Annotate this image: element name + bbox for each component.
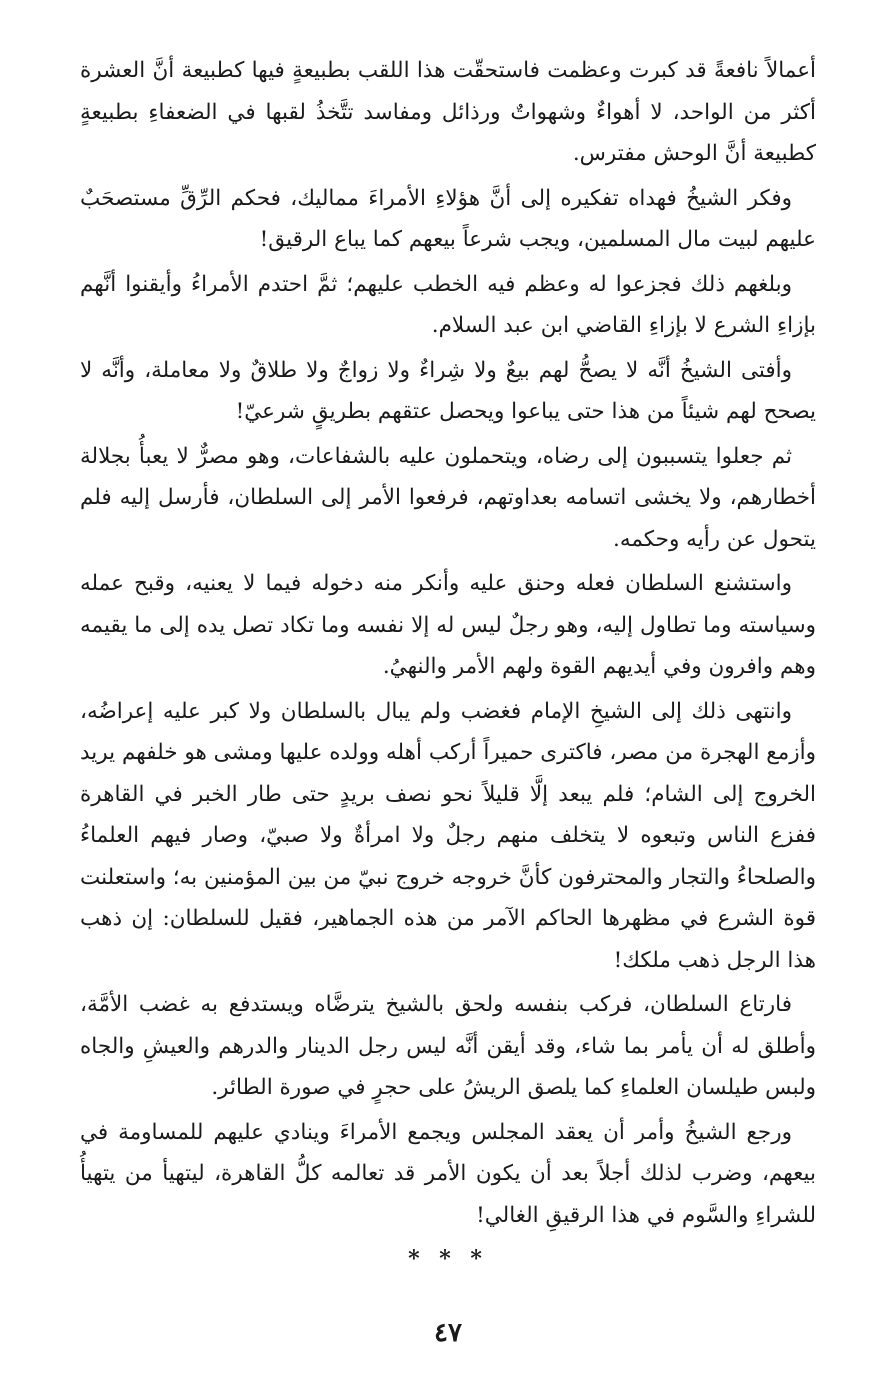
book-page	[80, 50, 816, 1350]
section-separator: * * *	[408, 1246, 488, 1272]
paragraph: فارتاع السلطان، فركب بنفسه ولحق بالشيخ يترضَّاه ويستدفع به غضب الأمَّة، وأطلق له أن يأمر بما شاء، وقد أيقن أنَّه ليس رجل الدينار والدرهم والعيشِ والجاه ولبس طيلسان العلماءِ كما يلصق الريشُ على حجرٍ في صورة الطائر.	[80, 992, 816, 1100]
paragraph: وأفتى الشيخُ أنَّه لا يصحُّ لهم بيعٌ ولا شِراءٌ ولا زواجٌ ولا طلاقٌ ولا معاملة، وأنَّه لا يصحح لهم شيئاً من هذا حتى يباعوا ويحصل عتقهم بطريقٍ شرعيّ!	[80, 357, 816, 424]
page-number: ٤٧	[434, 1318, 462, 1348]
paragraph: وفكر الشيخُ فهداه تفكيره إلى أنَّ هؤلاءِ الأمراءَ مماليك، فحكم الرِّقِّ مستصحَبٌ عليهم لبيت مال المسلمين، ويجب شرعاً بيعهم كما يباع الرقيق!	[80, 185, 816, 252]
paragraph: ورجع الشيخُ وأمر أن يعقد المجلس ويجمع الأمراءَ وينادي عليهم للمساومة في بيعهم، وضرب لذلك أجلاً بعد أن يكون الأمر قد تعالمه كلُّ القاهرة، ليتهيأ من يتهيأُ للشراءِ والسَّوم في هذا الرقيقِ الغالي!	[80, 1119, 817, 1228]
paragraph: واستشنع السلطان فعله وحنق عليه وأنكر منه دخوله فيما لا يعنيه، وقبح عمله وسياسته وما تطاول إليه، وهو رجلٌ ليس له إلا نفسه وما تكاد تصل يده إلى ما يقيمه وهم وافرون وفي أيديهم القوة ولهم الأمر والنهيُ.	[80, 571, 816, 679]
paragraph: وبلغهم ذلك فجزعوا له وعظم فيه الخطب عليهم؛ ثمَّ احتدم الأمراءُ وأيقنوا أنَّهم بإزاءِ الشرع لا بإزاءِ القاضي ابن عبد السلام.	[80, 271, 816, 338]
paragraph: وانتهى ذلك إلى الشيخِ الإمام فغضب ولم يبال بالسلطان ولا كبر عليه إعراضُه، وأزمع الهجرة من مصر، فاكترى حميراً أركب أهله وولده عليها ومشى هو خلفهم يريد الخروج إلى الشام؛ فلم يبعد إلَّا قليلاً نحو نصف بريدٍ حتى طار الخبر في القاهرة ففزع الناس وتبعوه لا يتخلف منهم رجلٌ ولا امرأةٌ ولا صبيّ، وصار فيهم العلماءُ والصلحاءُ والتجار والمحترفون كأنَّ خروجه خروج نبيّ من بين المؤمنين به؛ واستعلنت قوة الشرع في مظهرها الحاكم الآمر من هذه الجماهير، فقيل للسلطان: إن ذهب هذا الرجل ذهب ملكك!	[80, 698, 816, 973]
paragraph: أعمالاً نافعةً قد كبرت وعظمت فاستحقّت هذا اللقب بطبيعةٍ فيها كطبيعة أنَّ العشرة أكثر من الواحد، لا أهواءٌ وشهواتٌ ورذائل ومفاسد تتَّخذُ لقبها في الضعفاءِ بطبيعةٍ كطبيعة أنَّ الوحش مفترس.	[80, 58, 816, 166]
paragraph: ثم جعلوا يتسببون إلى رضاه، ويتحملون عليه بالشفاعات، وهو مصرٌّ لا يعبأُ بجلالة أخطارهم، ولا يخشى اتسامه بعداوتهم، فرفعوا الأمر إلى السلطان، فأرسل إليه فلم يتحول عن رأيه وحكمه.	[80, 443, 816, 552]
